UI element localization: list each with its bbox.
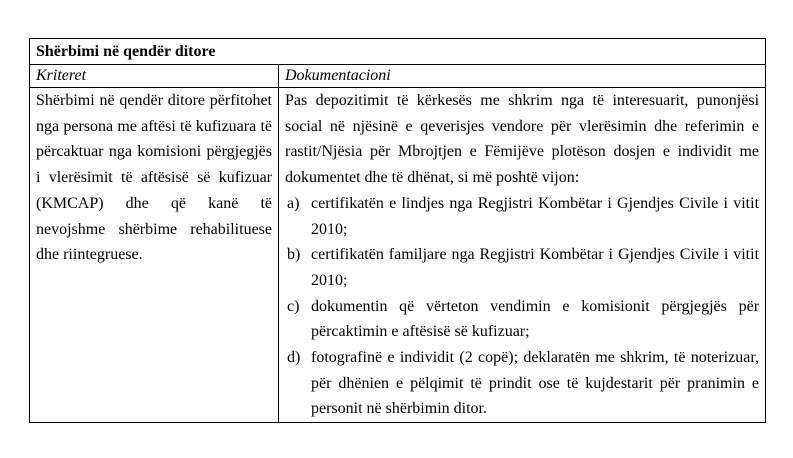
table-body-row (30, 88, 766, 423)
documentation-intro: Pas depozitimit të kërkesës me shkrim nga të interesuarit, punonjësi social në njësinë e qeverisjes vendore për vlerësimin dhe referimin e rastit/Njësia për Mbrojtjen e Fëmijëve plotëson dosjen e individit me dokumentet dhe të dhënat, si më poshtë vijon: (285, 92, 760, 187)
list-marker: c) (287, 297, 300, 315)
list-marker: a) (287, 194, 300, 212)
table-title: Shërbimi në qendër ditore (30, 39, 766, 65)
list-item-text: certifikatën e lindjes nga Regjistri Kombëtar i Gjendjes Civile i vitit 2010; (311, 194, 760, 238)
list-item (285, 294, 759, 345)
documentation-cell (279, 88, 766, 423)
table-title-row (30, 39, 766, 65)
list-marker: b) (287, 246, 301, 264)
table-header-row (30, 65, 766, 88)
criteria-text: Shërbimi në qendër ditore përfitohet nga persona me aftësi të kufizuara të përcaktuar nga komisioni përgjegjës i vlerësimit të aftësisë së kufizuar (KMCAP) dhe që kanë të nevojshme shërbime rehabilituese dhe riintegruese. (36, 92, 272, 264)
list-item (285, 191, 759, 242)
header-criteria: Kriteret (30, 65, 279, 88)
list-item (285, 242, 759, 293)
list-marker: d) (287, 349, 301, 367)
list-item-text: fotografinë e individit (2 copë); deklaratën me shkrim, të noterizuar, për dhënien e pëlqimit të prindit ose të kujdestarit për pranimin e personit në shërbimin ditor. (311, 349, 760, 418)
list-item-text: dokumentin që vërteton vendimin e komisionit përgjegjës për përcaktimin e aftësisë së kufizuar; (311, 297, 760, 341)
header-documentation: Dokumentacioni (279, 65, 766, 88)
service-table (29, 38, 766, 423)
criteria-cell (30, 88, 279, 423)
documents-list (285, 191, 759, 422)
list-item-text: certifikatën familjare nga Regjistri Kombëtar i Gjendjes Civile i vitit 2010; (311, 246, 760, 289)
list-item (285, 345, 759, 422)
